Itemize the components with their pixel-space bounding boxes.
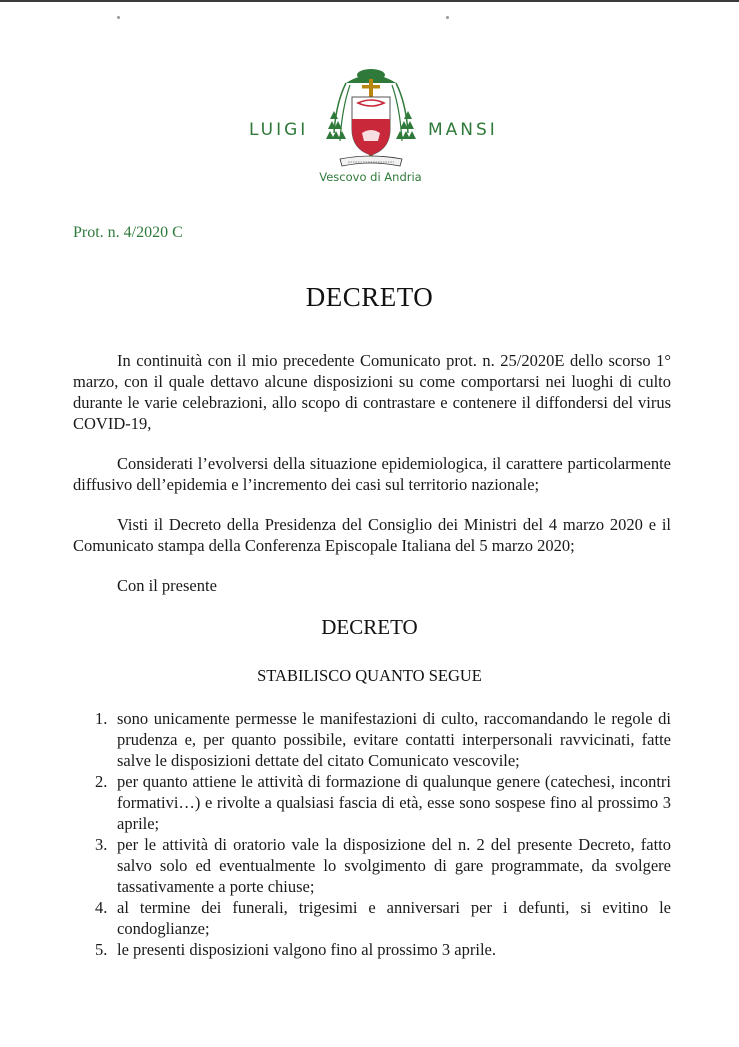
preamble-paragraph: Considerati l’evolversi della situazione epidemiologica, il carattere particolarmente diffusivo dell’epidemia e l’incremento dei casi sul territorio nazionale; — [73, 454, 671, 494]
preamble-paragraph: Con il presente — [117, 576, 217, 595]
scan-top-edge — [0, 0, 739, 2]
preamble-paragraph: In continuità con il mio precedente Comunicato prot. n. 25/2020E dello scorso 1° marzo, con il quale dettavo alcune disposizioni su come comportarsi nei luoghi di culto durante le varie celebrazioni, allo scopo di contrastare e contenere il diffondersi del virus COVID-19, — [73, 351, 671, 433]
decree-subtitle: DECRETO — [321, 615, 418, 639]
bishop-first-name: LUIGI — [249, 120, 309, 140]
decree-heading: STABILISCO QUANTO SEGUE — [257, 666, 482, 685]
item-number: 2. — [95, 772, 108, 791]
item-text: sono unicamente permesse le manifestazioni di culto, raccomandando le regole di prudenza e, per quanto possibile, evitare contatti interpersonali ravvicinati, fatte salve le disposizioni dettate del citato Comunicato vescovile; — [117, 709, 671, 770]
document-title: DECRETO — [305, 282, 434, 312]
list-item — [73, 834, 671, 897]
list-item — [73, 708, 671, 771]
preamble-paragraph: Visti il Decreto della Presidenza del Consiglio dei Ministri del 4 marzo 2020 e il Comunicato stampa della Conferenza Episcopale Italiana del 5 marzo 2020; — [73, 515, 671, 555]
protocol-number: Prot. n. 4/2020 C — [73, 224, 183, 241]
item-number: 1. — [95, 709, 108, 728]
item-text: per le attività di oratorio vale la disposizione del n. 2 del presente Decreto, fatto salvo solo ed eventualmente lo svolgimento di gare programmate, da svolgere tassativamente a porte chiuse; — [117, 835, 671, 896]
episcopal-coat-of-arms — [326, 63, 416, 173]
item-number: 3. — [95, 835, 108, 854]
provisions-list — [73, 708, 671, 960]
item-text: le presenti disposizioni valgono fino al prossimo 3 aprile. — [117, 940, 496, 959]
item-text: al termine dei funerali, trigesimi e anniversari per i defunti, si evitino le condoglianze; — [117, 898, 671, 938]
bishop-last-name: MANSI — [428, 120, 498, 140]
bishop-role: Vescovo di Andria — [319, 170, 422, 184]
item-number: 4. — [95, 898, 108, 917]
list-item — [73, 897, 671, 939]
list-item — [73, 939, 671, 960]
scan-speck — [117, 16, 120, 19]
preamble — [73, 350, 671, 596]
letterhead — [0, 60, 739, 190]
item-number: 5. — [95, 940, 108, 959]
item-text: per quanto attiene le attività di formazione di qualunque genere (catechesi, incontri formativi…) e rivolte a qualsiasi fascia di età, esse sono sospese fino al prossimo 3 aprile; — [117, 772, 671, 833]
scan-speck — [446, 16, 449, 19]
list-item — [73, 771, 671, 834]
